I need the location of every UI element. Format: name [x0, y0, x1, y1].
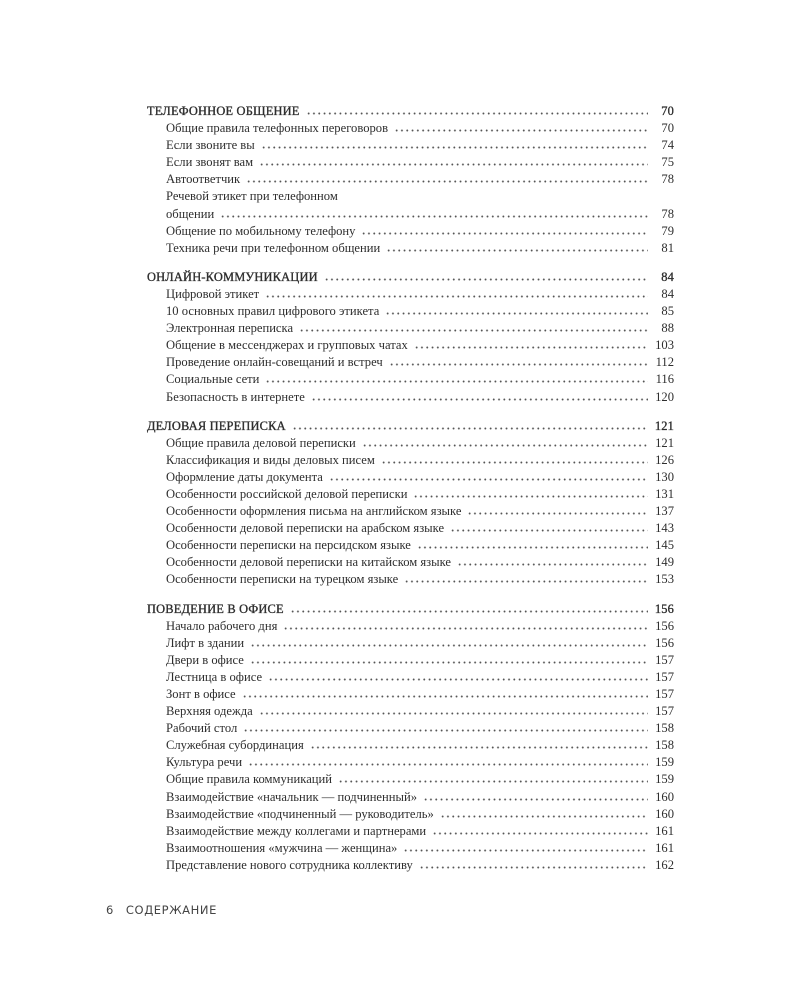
running-title: СОДЕРЖАНИЕ — [125, 903, 217, 917]
dot-leader — [265, 295, 648, 298]
toc-entry[interactable] — [147, 337, 674, 354]
dot-leader — [250, 661, 648, 664]
toc-entry-title: Оформление даты документа — [166, 469, 323, 484]
dot-leader — [467, 512, 648, 515]
toc-entry-title: общении — [166, 206, 215, 221]
dot-leader — [417, 546, 648, 549]
toc-entry[interactable] — [147, 669, 674, 686]
toc-entry-title: ТЕЛЕФОННОЕ ОБЩЕНИЕ — [147, 104, 300, 118]
toc-entry-page: 158 — [655, 738, 674, 753]
dot-leader — [385, 312, 648, 315]
dot-leader — [242, 695, 648, 698]
toc-entry-title: Общие правила коммуникаций — [166, 772, 332, 787]
toc-entry-title: Представление нового сотрудника коллективу — [166, 857, 413, 872]
toc-entry-title: Если звонят вам — [166, 155, 254, 170]
toc-entry-title: Безопасность в интернете — [166, 389, 305, 404]
toc-entry-title: Особенности деловой переписки на китайском языке — [166, 555, 451, 570]
toc-entry-page: 160 — [655, 806, 674, 821]
dot-leader — [324, 278, 648, 281]
dot-leader — [404, 580, 648, 583]
dot-leader — [389, 363, 648, 366]
toc-entry-page: 161 — [655, 840, 674, 855]
toc-entry-page: 159 — [655, 755, 674, 770]
toc-entry-page: 84 — [661, 286, 674, 301]
toc-section — [147, 601, 674, 875]
toc-entry-title: Верхняя одежда — [166, 704, 253, 719]
toc-entry-page: 159 — [655, 772, 674, 787]
toc-entry-page: 79 — [661, 223, 674, 238]
toc-entry-title: Культура речи — [166, 755, 243, 770]
toc-entry[interactable] — [147, 703, 674, 720]
dot-leader — [381, 461, 648, 464]
toc-entry-page: 143 — [655, 521, 674, 536]
toc-entry-title: ПОВЕДЕНИЕ В ОФИСЕ — [147, 601, 284, 616]
toc-entry-title: Особенности деловой переписки на арабском языке — [166, 521, 445, 536]
toc-entry[interactable] — [147, 537, 674, 554]
page-footer — [106, 903, 217, 917]
toc-section-heading[interactable] — [147, 601, 674, 618]
toc-entry-page: 121 — [655, 435, 674, 450]
dot-leader — [432, 832, 648, 835]
toc-entry-title: Начало рабочего дня — [166, 618, 278, 633]
dot-leader — [268, 678, 648, 681]
toc-entry-page: 112 — [655, 355, 674, 370]
toc-entry[interactable] — [147, 503, 674, 520]
toc-entry-title: 10 основных правил цифрового этикета — [166, 304, 380, 319]
toc-entry-page: 75 — [661, 155, 674, 170]
toc-entry[interactable] — [147, 303, 674, 320]
toc-entry-wrapped-line[interactable] — [147, 188, 674, 205]
toc-entry[interactable] — [147, 171, 674, 188]
toc-entry-title: Зонт в офисе — [166, 687, 236, 701]
toc-entry-title: Общие правила деловой переписки — [166, 435, 356, 450]
toc-entry-page: 121 — [654, 418, 674, 433]
toc-entry-page: 70 — [661, 104, 674, 118]
dot-leader — [265, 380, 648, 383]
dot-leader — [419, 866, 648, 869]
toc-entry[interactable] — [147, 754, 674, 771]
toc-entry-title: Общение в мессенджерах и групповых чатах — [166, 338, 408, 353]
dot-leader — [338, 780, 648, 783]
toc-entry-page: 161 — [655, 823, 674, 838]
toc-entry-title: Общение по мобильному телефону — [166, 223, 356, 238]
toc-entry[interactable] — [147, 486, 674, 503]
dot-leader — [414, 346, 648, 349]
dot-leader — [246, 180, 648, 183]
toc-entry[interactable] — [147, 452, 674, 469]
toc-entry[interactable] — [147, 771, 674, 788]
toc-entry-title: ОНЛАЙН-КОММУНИКАЦИИ — [147, 269, 318, 284]
dot-leader — [292, 427, 648, 430]
toc-entry-page: 157 — [655, 704, 674, 719]
dot-leader — [394, 129, 648, 132]
dot-leader — [423, 798, 648, 801]
toc-entry-page: 153 — [655, 572, 674, 587]
toc-entry[interactable] — [147, 806, 674, 823]
toc-entry-page: 157 — [655, 652, 674, 667]
toc-entry-title: Лифт в здании — [166, 635, 245, 650]
toc-entry-title: Если звоните вы — [166, 138, 255, 153]
toc-entry[interactable] — [147, 320, 674, 337]
toc-entry[interactable] — [147, 823, 674, 840]
toc-entry-page: 145 — [655, 538, 674, 553]
toc-entry-title: Речевой этикет при телефонном — [166, 189, 338, 204]
toc-entry[interactable] — [147, 137, 674, 154]
toc-section-heading[interactable] — [147, 418, 674, 435]
toc-entry-title: Взаимодействие «подчиненный — руководитель» — [166, 806, 434, 821]
toc-entry-page: 157 — [655, 669, 674, 684]
toc-entry[interactable] — [147, 154, 674, 171]
toc-entry-title: Служебная субординация — [166, 738, 304, 753]
toc-entry-title: Взаимодействие «начальник — подчиненный» — [166, 789, 417, 804]
toc-entry[interactable] — [147, 240, 674, 257]
dot-leader — [440, 815, 648, 818]
dot-leader — [329, 478, 648, 481]
toc-entry-page: 162 — [655, 857, 674, 872]
toc-entry-title: ДЕЛОВАЯ ПЕРЕПИСКА — [147, 418, 286, 433]
toc-entry-page: 160 — [655, 789, 674, 804]
dot-leader — [457, 563, 648, 566]
dot-leader — [362, 444, 648, 447]
toc-section-heading[interactable] — [147, 103, 674, 120]
toc-entry-page: 84 — [661, 269, 674, 284]
toc-entry-page: 85 — [661, 304, 674, 319]
dot-leader — [220, 215, 648, 218]
toc-entry-page: 78 — [661, 206, 674, 221]
dot-leader — [283, 627, 648, 630]
toc-entry-title: Рабочий стол — [166, 721, 238, 736]
toc-entry-page: 88 — [661, 321, 674, 336]
toc-entry-title: Электронная переписка — [166, 321, 294, 336]
toc-entry-title: Взаимоотношения «мужчина — женщина» — [166, 840, 398, 855]
toc-entry-page: 156 — [655, 635, 674, 650]
toc-entry-title: Общие правила телефонных переговоров — [166, 121, 389, 136]
dot-leader — [259, 712, 648, 715]
toc-entry-title: Двери в офисе — [166, 652, 244, 667]
toc-entry[interactable] — [147, 686, 674, 703]
toc-entry-title: Классификация и виды деловых писем — [166, 452, 375, 467]
page-number: 6 — [106, 903, 114, 917]
dot-leader — [403, 849, 648, 852]
toc-entry-title: Лестница в офисе — [166, 669, 263, 684]
toc-entry[interactable] — [147, 789, 674, 806]
toc-entry-title: Особенности переписки на турецком языке — [166, 572, 399, 587]
toc-entry[interactable] — [147, 840, 674, 857]
dot-leader — [290, 610, 648, 613]
dot-leader — [259, 163, 648, 166]
dot-leader — [386, 249, 648, 252]
toc-entry-page: 103 — [655, 338, 674, 353]
toc-section-heading[interactable] — [147, 269, 674, 286]
toc-entry-title: Особенности оформления письма на английском языке — [166, 504, 462, 519]
toc-entry-page: 81 — [661, 240, 674, 255]
toc-entry[interactable] — [147, 206, 674, 223]
toc-entry[interactable] — [147, 354, 674, 371]
dot-leader — [250, 644, 648, 647]
toc-entry-page: 137 — [655, 504, 674, 519]
toc-entry-page: 149 — [655, 555, 674, 570]
dot-leader — [243, 729, 648, 732]
toc-entry[interactable] — [147, 737, 674, 754]
table-of-contents — [147, 103, 674, 886]
toc-section — [147, 418, 674, 589]
toc-entry-page: 74 — [661, 138, 674, 153]
toc-entry[interactable] — [147, 120, 674, 137]
toc-entry[interactable] — [147, 520, 674, 537]
dot-leader — [248, 763, 648, 766]
toc-entry-title: Техника речи при телефонном общении — [166, 240, 381, 255]
toc-entry-page: 157 — [655, 687, 674, 701]
dot-leader — [306, 112, 648, 115]
dot-leader — [311, 398, 648, 401]
toc-entry[interactable] — [147, 286, 674, 303]
toc-entry[interactable] — [147, 435, 674, 452]
toc-entry-page: 70 — [661, 121, 674, 136]
toc-entry[interactable] — [147, 857, 674, 874]
toc-entry[interactable] — [147, 223, 674, 240]
toc-entry[interactable] — [147, 469, 674, 486]
toc-entry-title: Социальные сети — [166, 372, 260, 387]
toc-section — [147, 103, 674, 257]
toc-entry-page: 131 — [655, 486, 674, 501]
dot-leader — [261, 146, 648, 149]
toc-entry[interactable] — [147, 571, 674, 588]
dot-leader — [450, 529, 648, 532]
dot-leader — [299, 329, 648, 332]
toc-entry-title: Проведение онлайн-совещаний и встреч — [166, 355, 383, 370]
toc-entry-title: Цифровой этикет — [166, 286, 260, 301]
toc-entry-page: 156 — [655, 618, 674, 633]
toc-entry-page: 78 — [661, 172, 674, 187]
toc-entry[interactable] — [147, 554, 674, 571]
toc-entry-page: 130 — [655, 469, 674, 484]
toc-entry[interactable] — [147, 618, 674, 635]
toc-entry-page: 156 — [654, 601, 674, 616]
toc-entry[interactable] — [147, 389, 674, 406]
dot-leader — [413, 495, 648, 498]
toc-entry-title: Особенности российской деловой переписки — [166, 486, 408, 501]
toc-entry-page: 120 — [655, 389, 674, 404]
toc-entry-title: Автоответчик — [166, 172, 241, 187]
toc-entry[interactable] — [147, 720, 674, 737]
toc-entry[interactable] — [147, 635, 674, 652]
dot-leader — [361, 232, 648, 235]
toc-entry-title: Взаимодействие между коллегами и партнерами — [166, 823, 427, 838]
toc-entry[interactable] — [147, 371, 674, 388]
toc-entry-page: 158 — [655, 721, 674, 736]
toc-entry[interactable] — [147, 652, 674, 669]
toc-entry-title: Особенности переписки на персидском языке — [166, 538, 411, 553]
dot-leader — [310, 746, 648, 749]
toc-entry-page: 116 — [655, 372, 674, 387]
toc-entry-page: 126 — [655, 452, 674, 467]
toc-section — [147, 269, 674, 406]
